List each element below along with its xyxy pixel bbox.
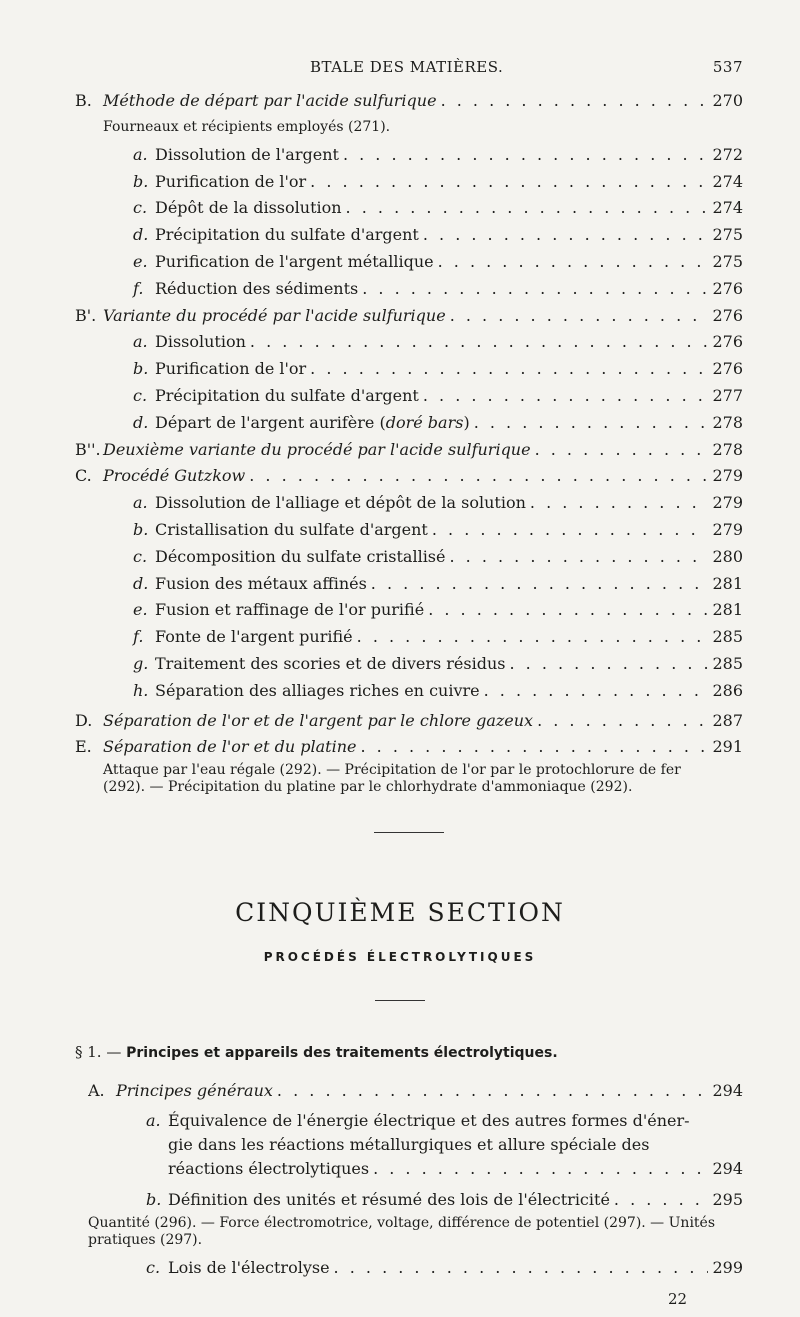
toc-note: Fourneaux et récipients employés (271). xyxy=(103,118,391,135)
toc-entry: a. Dissolution de l'alliage et dépôt de la solution . . . 279 xyxy=(75,490,743,517)
signature-mark: 22 xyxy=(668,1290,688,1308)
toc-entry: C. Procédé Gutzkow . . . 279 xyxy=(75,463,743,490)
toc-entry: b. Purification de l'or . . . 276 xyxy=(75,356,743,383)
separator xyxy=(374,832,444,833)
toc-entry: e. Purification de l'argent métallique . . . 275 xyxy=(75,249,743,276)
toc-entry: c. Lois de l'électrolyse . . . 299 xyxy=(88,1255,743,1282)
toc-entry: e. Fusion et raffinage de l'or purifié . . . 281 xyxy=(75,597,743,624)
toc-entry: f. Fonte de l'argent purifié . . . 285 xyxy=(75,624,743,651)
toc-entry: a. Équivalence de l'énergie électrique et des autres formes d'éner- gie dans les réactions métallurgiques et allure spéciale des réactions électrolytiques . . . 294 xyxy=(88,1109,743,1181)
toc-note: Attaque par l'eau régale (292). — Précipitation de l'or par le protochlorure de fer (292). — Précipitation du platine par le chlorhydrate d'ammoniaque (292). xyxy=(103,762,681,796)
toc-entry: B''. Deuxième variante du procédé par l'acide sulfurique . . . 278 xyxy=(75,437,743,464)
toc-entry: d. Fusion des métaux affinés . . . 281 xyxy=(75,571,743,598)
toc-entry: a. Dissolution de l'argent . . . 272 xyxy=(75,142,743,169)
toc-entry: b. Cristallisation du sulfate d'argent . . . 279 xyxy=(75,517,743,544)
toc-entry: c. Dépôt de la dissolution . . . 274 xyxy=(75,195,743,222)
page-number: 537 xyxy=(712,58,743,76)
toc-entry: b. Définition des unités et résumé des lois de l'électricité . . . 295 xyxy=(88,1187,743,1214)
toc-entry: A. Principes généraux . . . 294 xyxy=(88,1078,743,1105)
toc-entry: d. Précipitation du sulfate d'argent . . . 275 xyxy=(75,222,743,249)
toc-entry: D. Séparation de l'or et de l'argent par le chlore gazeux . . . 287 xyxy=(75,708,743,735)
toc-entry: g. Traitement des scories et de divers résidus . . . 285 xyxy=(75,651,743,678)
toc-entry: B'. Variante du procédé par l'acide sulfurique . . . 276 xyxy=(75,303,743,330)
toc-entry: a. Dissolution . . . 276 xyxy=(75,329,743,356)
toc-entry: B. Méthode de départ par l'acide sulfurique . . . 270 xyxy=(75,88,743,115)
toc-entry: h. Séparation des alliages riches en cuivre . . . 286 xyxy=(75,678,743,705)
toc-entry: c. Décomposition du sulfate cristallisé . . . 280 xyxy=(75,544,743,571)
toc-list-2 xyxy=(88,1078,743,1281)
toc-entry: b. Purification de l'or . . . 274 xyxy=(75,169,743,196)
toc-entry: c. Précipitation du sulfate d'argent . . . 277 xyxy=(75,383,743,410)
toc-list xyxy=(75,88,743,833)
section-subtitle: PROCÉDÉS ÉLECTROLYTIQUES xyxy=(263,950,537,964)
section-title: CINQUIÈME SECTION xyxy=(235,898,565,927)
toc-entry: E. Séparation de l'or et du platine . . . 291 xyxy=(75,734,743,761)
paragraph-heading: § 1. — Principes et appareils des traitements électrolytiques. xyxy=(75,1043,558,1061)
running-title: BTALE DES MATIÈRES. xyxy=(310,58,504,76)
toc-entry: f. Réduction des sédiments . . . 276 xyxy=(75,276,743,303)
toc-entry: d. Départ de l'argent aurifère (doré bars) . . . 278 xyxy=(75,410,743,437)
toc-note: Quantité (296). — Force électromotrice, voltage, différence de potentiel (297). — Unités pratiques (297). xyxy=(88,1214,716,1248)
separator xyxy=(375,1000,425,1001)
